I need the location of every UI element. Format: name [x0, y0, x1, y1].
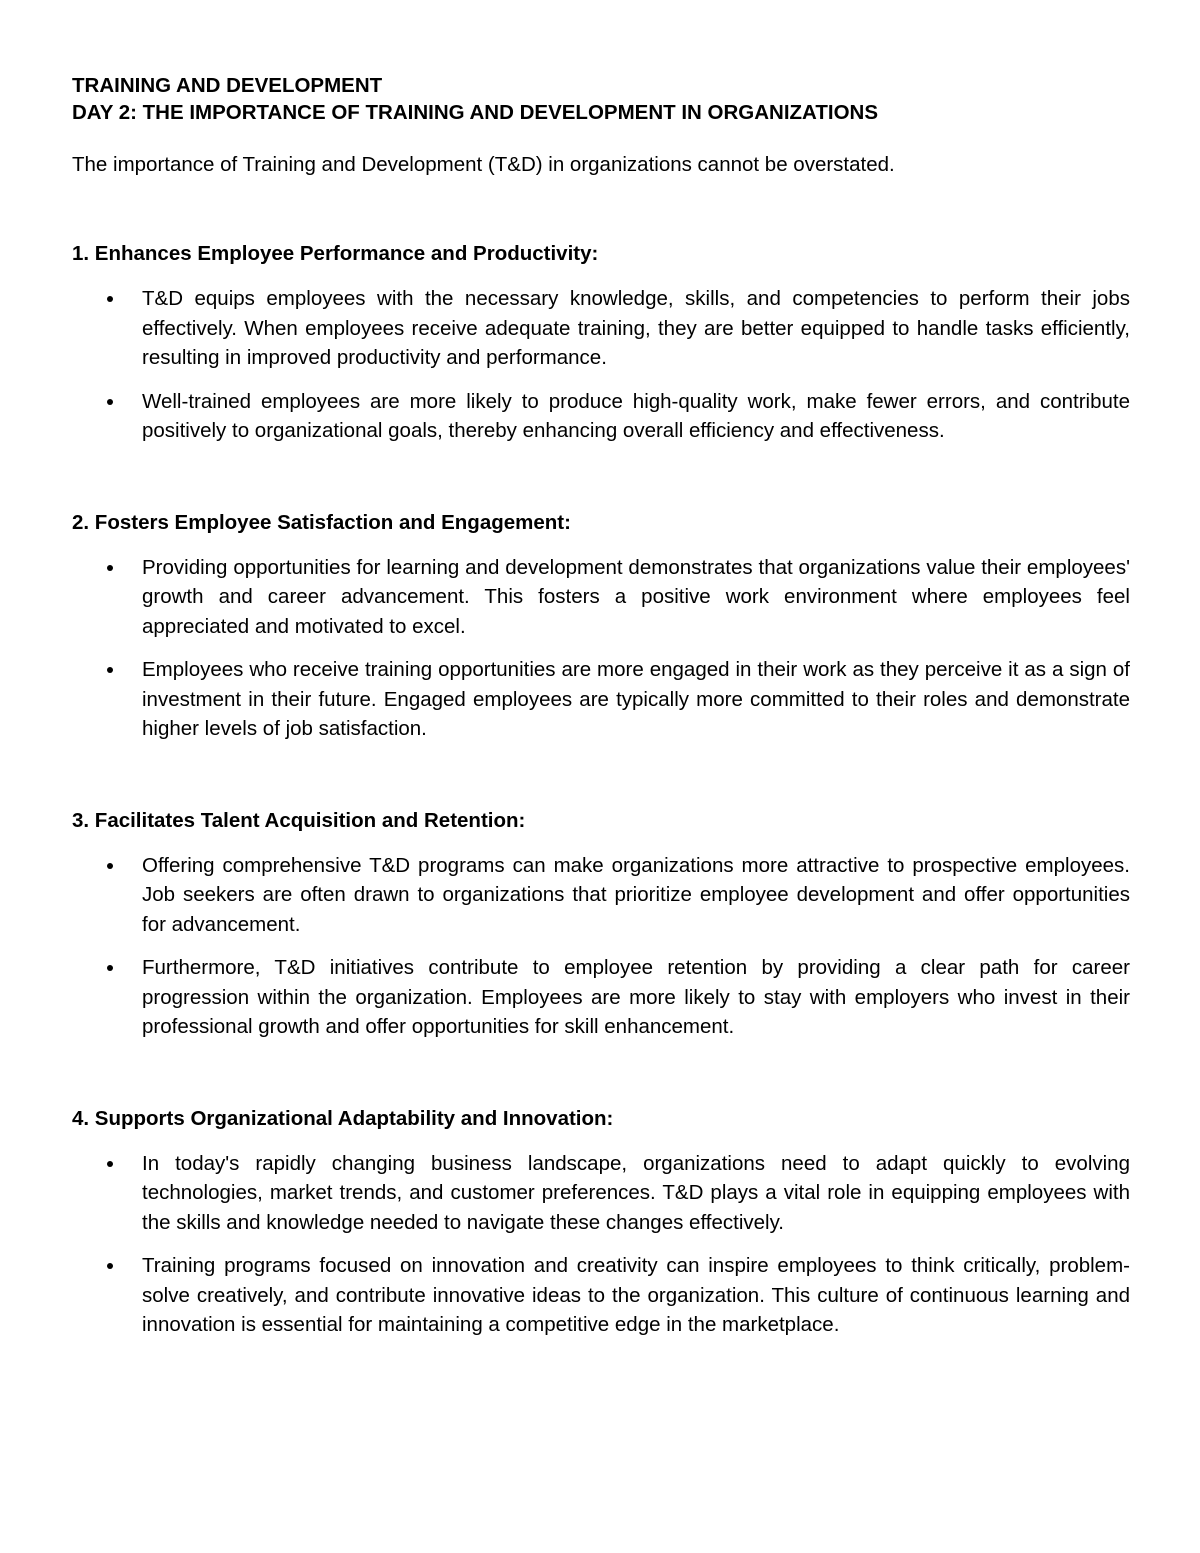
bullet-icon — [107, 399, 113, 405]
bullet-text: Training programs focused on innovation and creativity can inspire employees to think critically, problem-solve creatively, and contribute innovative ideas to the organization. This culture of continuous learning and innovation is essential for maintaining a competitive edge in the marketplace. — [142, 1254, 1130, 1336]
section-heading: 1. Enhances Employee Performance and Productivity: — [72, 242, 599, 265]
bullet-text: Offering comprehensive T&D programs can make organizations more attractive to prospective employees. Job seekers are often drawn to organizations that prioritize employee development and offer opportunities for advancement. — [142, 853, 1130, 936]
bullet-text: Well-trained employees are more likely to produce high-quality work, make fewer errors, and contribute positively to organizational goals, thereby enhancing overall efficiency and effectiveness. — [142, 389, 1130, 442]
section-satisfaction — [72, 508, 1130, 744]
bullet-icon — [107, 965, 113, 971]
bullet-icon — [107, 863, 113, 869]
bullet-list — [72, 284, 1130, 446]
document-subtitle: DAY 2: THE IMPORTANCE OF TRAINING AND DEVELOPMENT IN ORGANIZATIONS — [72, 101, 878, 124]
bullet-list — [72, 851, 1130, 1042]
section-innovation — [72, 1104, 1130, 1340]
list-item — [72, 1149, 1130, 1238]
bullet-list — [72, 1149, 1130, 1340]
bullet-icon — [107, 565, 113, 571]
bullet-list — [72, 553, 1130, 744]
list-item — [72, 655, 1130, 744]
document-title: TRAINING AND DEVELOPMENT — [72, 74, 383, 97]
list-item — [72, 953, 1130, 1042]
bullet-text: Employees who receive training opportunities are more engaged in their work as they perceive it as a sign of investment in their future. Engaged employees are typically more committed to their roles and demonstrate higher levels of job satisfaction. — [142, 658, 1130, 740]
bullet-icon — [107, 296, 113, 302]
list-item — [72, 553, 1130, 642]
document-page — [72, 72, 1130, 1354]
list-item — [72, 1251, 1130, 1340]
list-item — [72, 284, 1130, 373]
section-heading: 2. Fosters Employee Satisfaction and Engagement: — [72, 510, 571, 534]
section-heading: 3. Facilitates Talent Acquisition and Retention: — [72, 808, 526, 832]
bullet-icon — [107, 667, 113, 673]
bullet-icon — [107, 1161, 113, 1167]
intro-paragraph: The importance of Training and Development (T&D) in organizations cannot be overstated. — [72, 153, 895, 176]
bullet-text: Furthermore, T&D initiatives contribute to employee retention by providing a clear path for career progression within the organization. Employees are more likely to stay with employers who invest in their professional growth and offer opportunities for skill enhancement. — [142, 956, 1130, 1038]
bullet-text: T&D equips employees with the necessary knowledge, skills, and competencies to perform their jobs effectively. When employees receive adequate training, they are better equipped to handle tasks efficiently, resulting in improved productivity and performance. — [142, 287, 1130, 369]
bullet-text: In today's rapidly changing business landscape, organizations need to adapt quickly to evolving technologies, market trends, and customer preferences. T&D plays a vital role in equipping employees with the skills and knowledge needed to navigate these changes effectively. — [142, 1151, 1130, 1234]
list-item — [72, 851, 1130, 940]
section-talent — [72, 806, 1130, 1042]
section-heading: 4. Supports Organizational Adaptability and Innovation: — [72, 1106, 614, 1130]
bullet-text: Providing opportunities for learning and development demonstrates that organizations value their employees' growth and career advancement. This fosters a positive work environment where employees feel appreciated and motivated to excel. — [142, 555, 1130, 638]
bullet-icon — [107, 1263, 113, 1269]
list-item — [72, 387, 1130, 446]
section-performance — [72, 239, 1130, 446]
